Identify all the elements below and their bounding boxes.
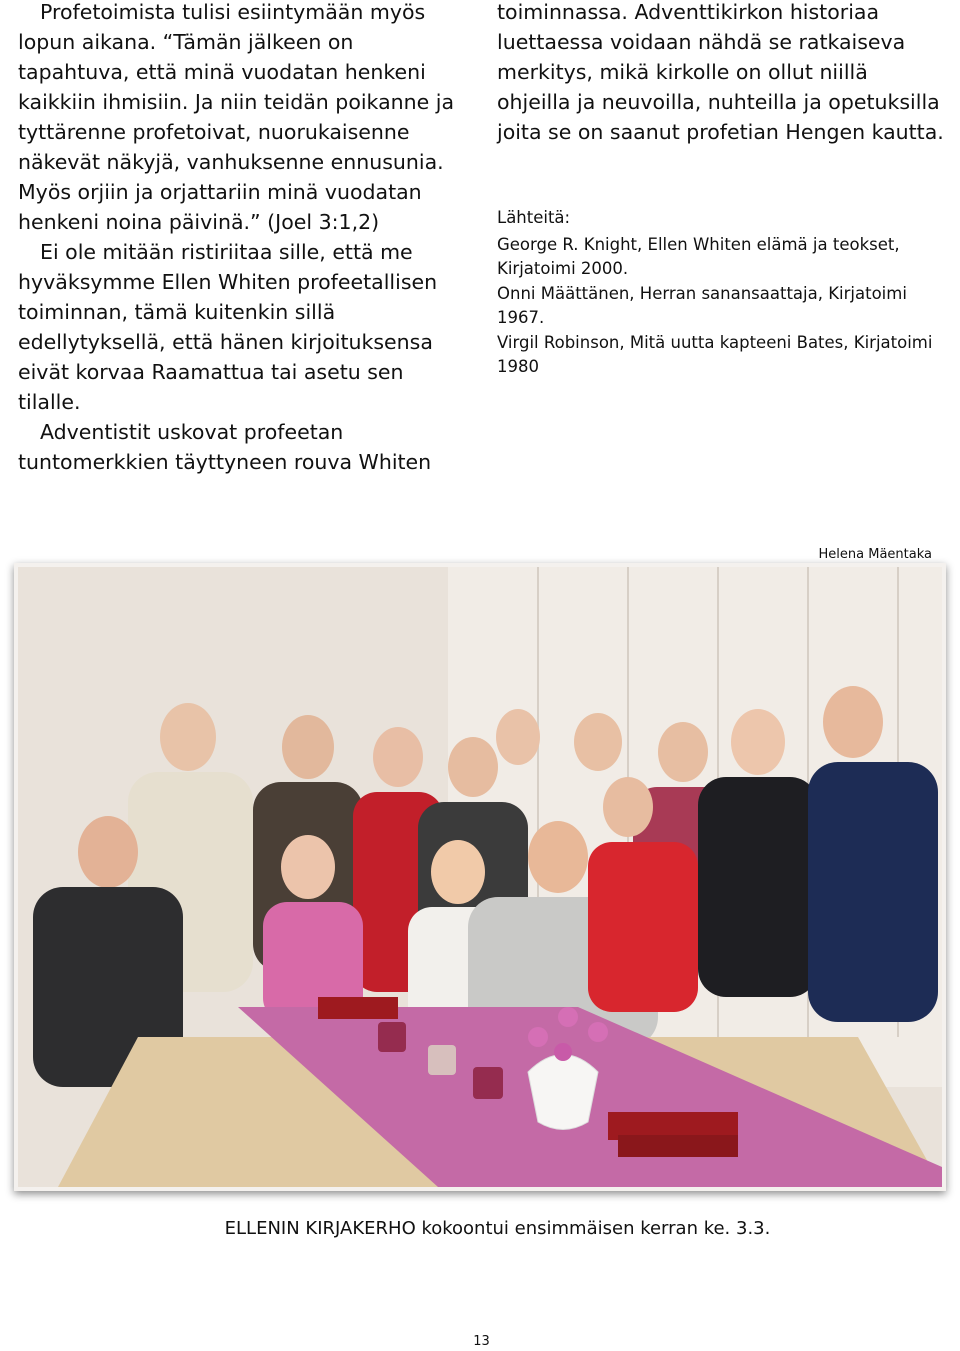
group-photo xyxy=(14,563,946,1191)
group-photo-illustration xyxy=(18,567,942,1187)
right-text-column xyxy=(497,0,947,147)
source-item: George R. Knight, Ellen Whiten elämä ja teokset, Kirjatoimi 2000. xyxy=(497,234,900,278)
sources-section xyxy=(497,206,952,380)
paragraph-continuation: toiminnassa. Adventtikirkon historiaa luettaessa voidaan nähdä se ratkaiseva merkitys, mikä kirkolle on ollut niillä ohjeilla ja neuvoilla, nuhteilla ja opetuksilla joita se on saanut profetian Hengen kautta. xyxy=(497,0,944,144)
photo-caption: ELLENIN KIRJAKERHO kokoontui ensimmäisen kerran ke. 3.3. xyxy=(224,1218,771,1239)
sources-heading: Lähteitä: xyxy=(497,208,571,227)
paragraph-no-contradiction: Ei ole mitään ristiriitaa sille, että me hyväksymme Ellen Whiten profeetallisen toiminnan, tämä kuitenkin sillä edellytyksellä, että hänen kirjoituksensa eivät korvaa Raamattua tai asetu sen tilalle. xyxy=(18,240,438,414)
paragraph-joel-quote: Profetoimista tulisi esiintymään myös lopun aikana. “Tämän jälkeen on tapahtuva, että minä vuodatan henkeni kaikkiin ihmisiin. Ja niin teidän poikanne ja tyttärenne profetoivat, nuorukaisenne näkevät näkyjä, vanhuksenne ennusunia. Myös orjiin ja orjattariin minä vuodatan henkeni noina päivinä.” (Joel 3:1,2) xyxy=(18,0,455,234)
paragraph-adventists-believe: Adventistit uskovat profeetan tuntomerkkien täyttyneen rouva Whiten xyxy=(18,420,432,474)
left-text-column xyxy=(18,0,458,477)
page-number: 13 xyxy=(473,1334,490,1349)
source-item: Onni Määttänen, Herran sanansaattaja, Kirjatoimi 1967. xyxy=(497,283,907,327)
source-item: Virgil Robinson, Mitä uutta kapteeni Bates, Kirjatoimi 1980 xyxy=(497,332,933,376)
photo-credit: Helena Mäentaka xyxy=(818,547,932,562)
